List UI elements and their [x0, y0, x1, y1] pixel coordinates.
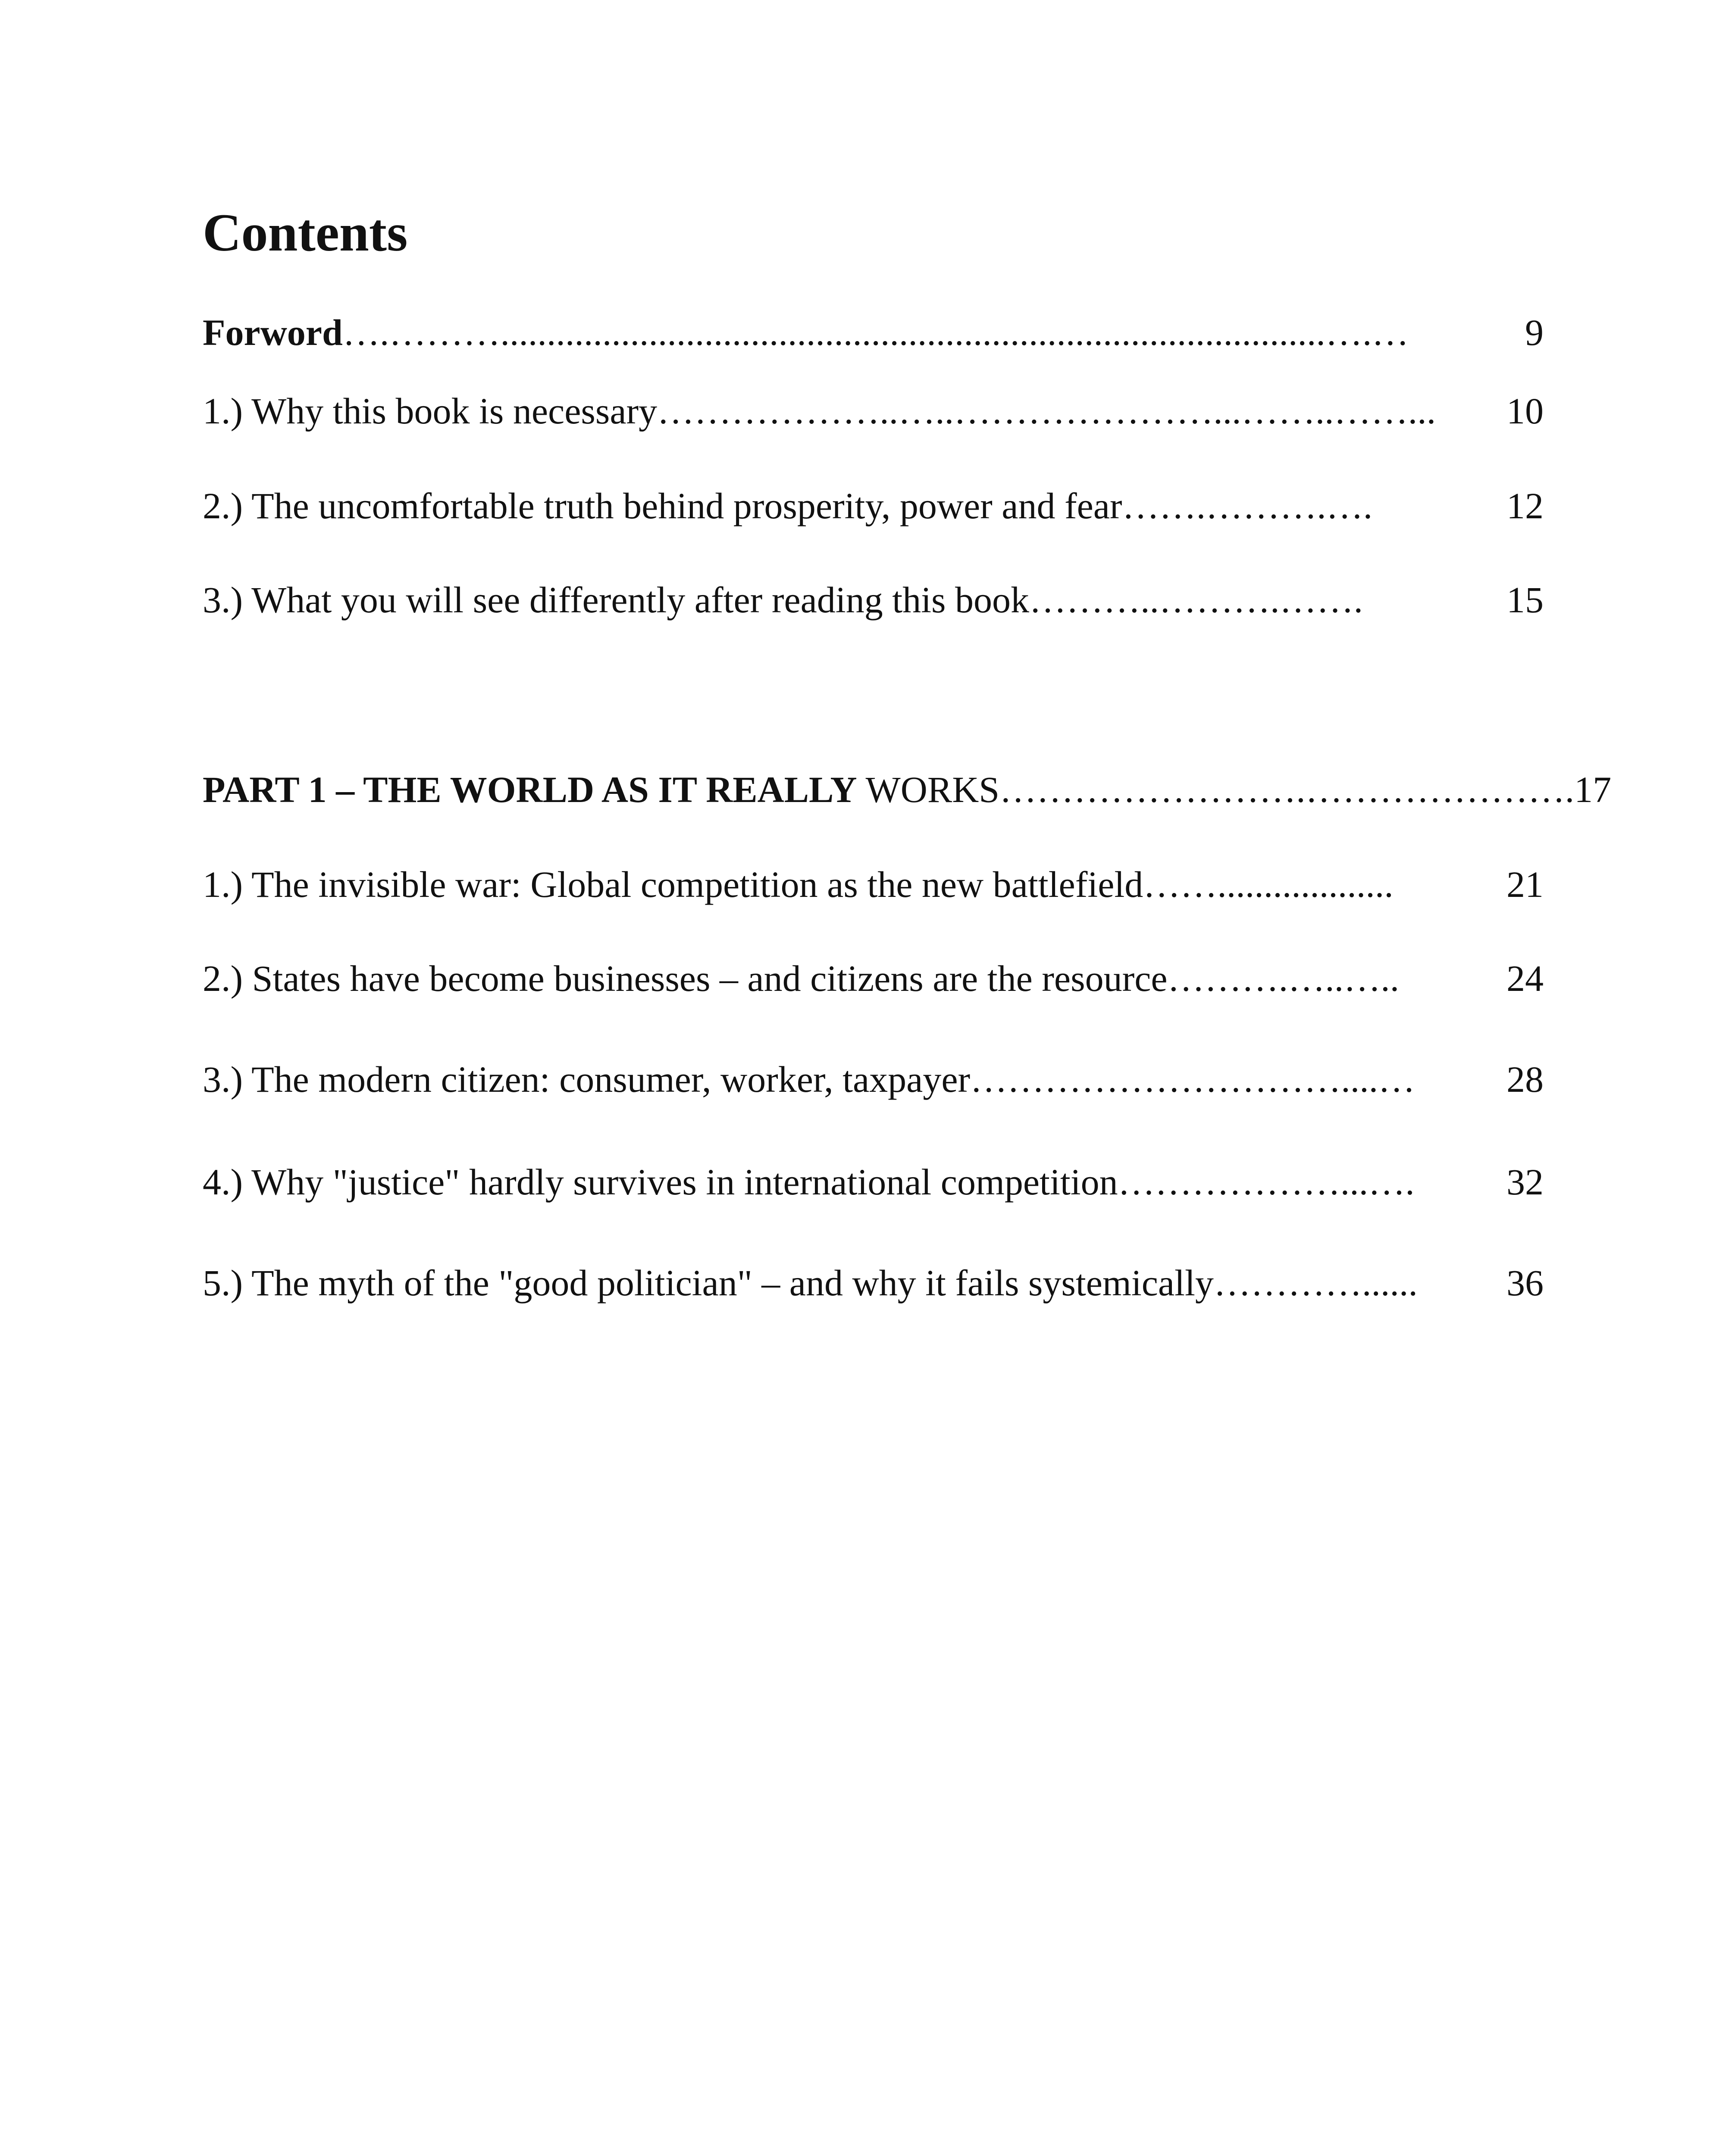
toc-entry-why-necessary[interactable] — [203, 390, 1544, 432]
contents-title: Contents — [203, 203, 408, 262]
toc-page-number: 36 — [1506, 1262, 1544, 1304]
toc-part-1-heading[interactable] — [203, 769, 1612, 810]
toc-entry-uncomfortable-truth[interactable] — [203, 487, 1544, 524]
toc-entry-label: 4.) Why "justice" hardly survives in international competition — [203, 1161, 1118, 1203]
toc-entry-good-politician[interactable] — [203, 1262, 1544, 1304]
toc-page-number: 9 — [1525, 312, 1544, 353]
toc-page-number: 17 — [1574, 769, 1612, 810]
toc-dot-leader: …………...... — [1213, 1262, 1418, 1304]
toc-entry-label: Forword — [203, 312, 343, 353]
toc-entry-justice[interactable] — [203, 1161, 1544, 1203]
toc-dot-leader: …………………….…………………. — [999, 769, 1575, 810]
part-heading-rest: WORKS — [857, 769, 1000, 810]
toc-dot-leader: ….……….........................................................................................….… — [342, 312, 1409, 353]
part-heading-bold: PART 1 – THE WORLD AS IT REALLY — [203, 769, 857, 810]
toc-dot-leader: ……................... — [1143, 864, 1394, 905]
toc-part-heading-label — [203, 771, 999, 808]
toc-page-number: 24 — [1506, 958, 1544, 999]
toc-dot-leader: …….……….…. — [1122, 485, 1373, 526]
toc-dot-leader: ………..……….……. — [1029, 579, 1363, 620]
toc-page-number: 32 — [1506, 1161, 1544, 1203]
toc-entry-label: 2.) The uncomfortable truth behind prosperity, power and fear — [203, 485, 1122, 526]
toc-entry-label: 1.) Why this book is necessary — [203, 390, 658, 432]
toc-entry-label: 2.) States have become businesses – and citizens are the resource — [203, 958, 1168, 999]
toc-entry-label: 5.) The myth of the "good politician" – and why it fails systemically — [203, 1262, 1214, 1304]
toc-entry-states-businesses[interactable] — [203, 960, 1544, 997]
toc-entry-invisible-war[interactable] — [203, 866, 1544, 903]
toc-entry-label: 3.) The modern citizen: consumer, worker, taxpayer — [203, 1059, 971, 1100]
toc-entry-modern-citizen[interactable] — [203, 1061, 1544, 1098]
toc-dot-leader: ………………...…. — [1118, 1161, 1415, 1203]
toc-dot-leader: ……….…..….. — [1167, 958, 1400, 999]
toc-dot-leader: ………………..…..…………………...……..……... — [657, 390, 1436, 432]
toc-page-number: 15 — [1506, 579, 1544, 620]
toc-page-number: 12 — [1506, 485, 1544, 526]
toc-entry-label: 3.) What you will see differently after reading this book — [203, 579, 1029, 620]
toc-page-number: 21 — [1506, 864, 1544, 905]
toc-page-number: 28 — [1506, 1059, 1544, 1100]
toc-entry-forword[interactable] — [203, 314, 1544, 351]
toc-dot-leader: …………………………....… — [970, 1059, 1416, 1100]
toc-entry-see-differently[interactable] — [203, 581, 1544, 618]
toc-page-number: 10 — [1506, 390, 1544, 432]
toc-entry-label: 1.) The invisible war: Global competition as the new battlefield — [203, 864, 1143, 905]
